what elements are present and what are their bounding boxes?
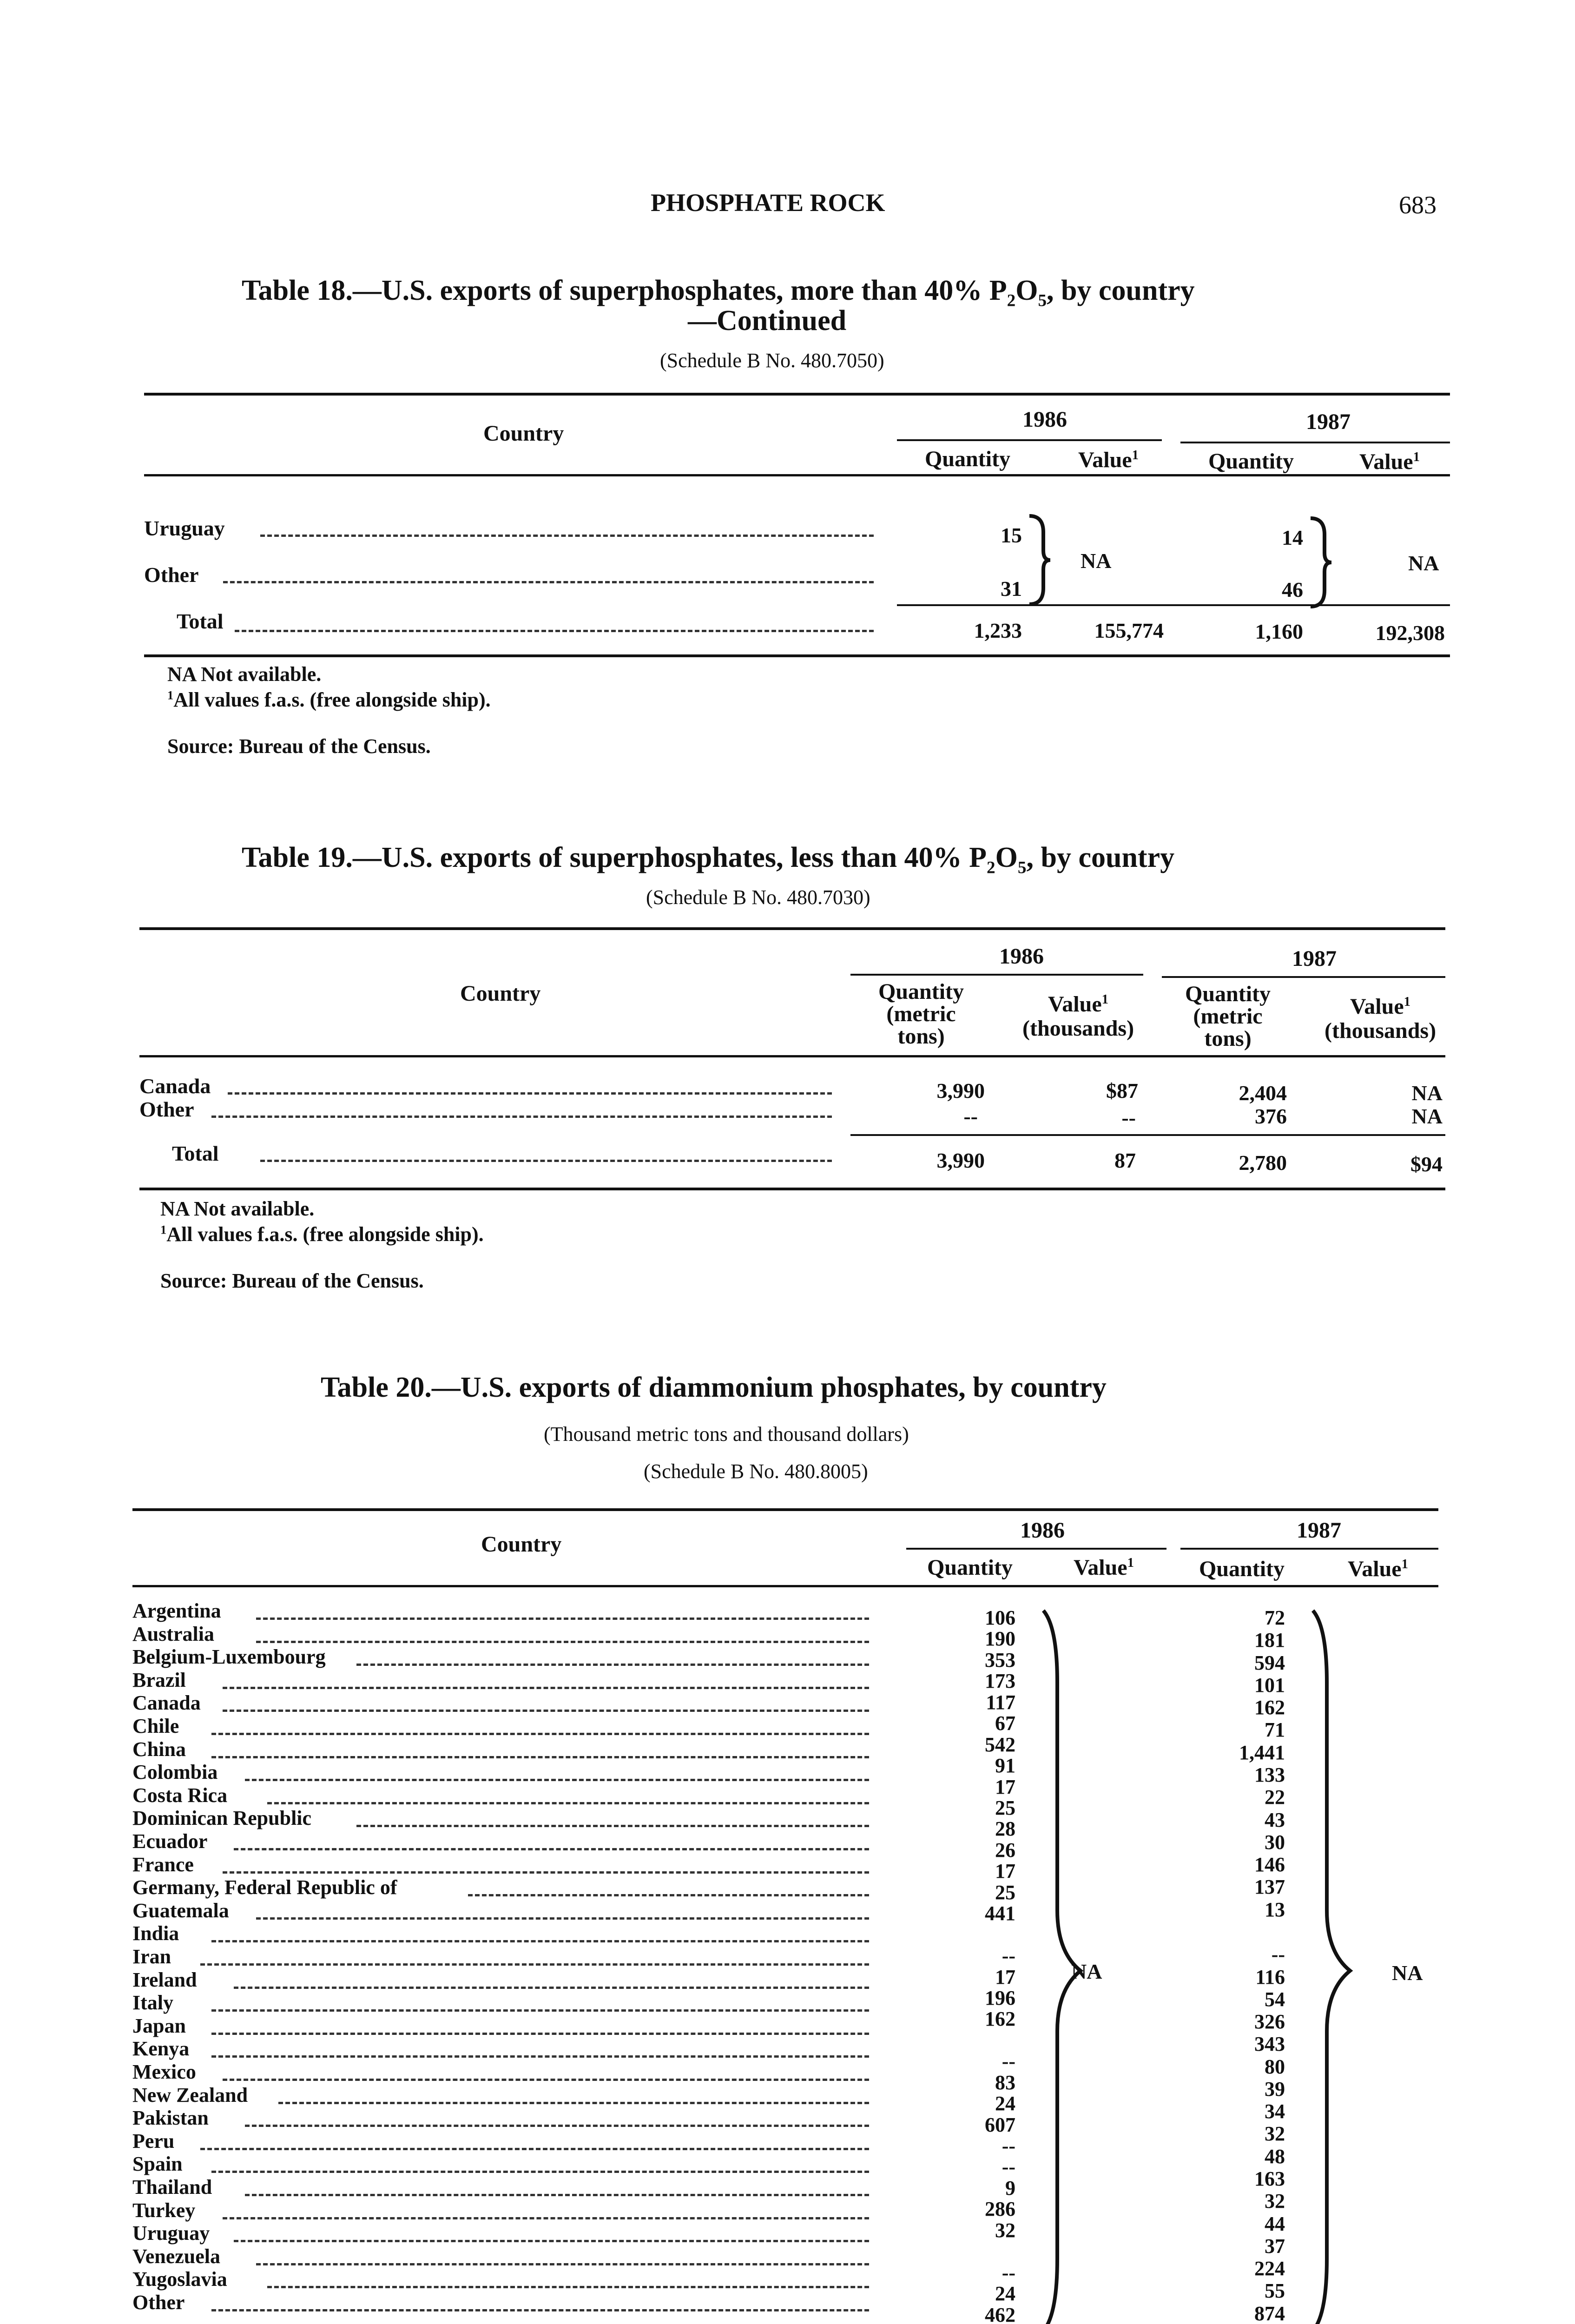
table-20-quantity-value: 44	[1265, 2212, 1285, 2235]
table-20-quantity-value: 181	[1254, 1629, 1285, 1652]
leader-dots	[211, 1733, 869, 1735]
table-19-total-rule	[850, 1134, 1445, 1136]
table-20-quantity-value: 13	[1265, 1898, 1285, 1921]
table-20-country: Argentina	[132, 1599, 221, 1622]
table-20-1986-rule	[906, 1548, 1166, 1550]
leader-dots	[245, 2125, 869, 2127]
table-20-quantity-value: 48	[1265, 2145, 1285, 2168]
table-18-total-v1986: 155,774	[1094, 619, 1164, 642]
table-18-col-quantity-1987: Quantity	[1208, 449, 1294, 474]
table-20-quantity-value: 874	[1254, 2302, 1285, 2324]
leader-dots	[234, 1987, 869, 1989]
table-18-other-q1986: 31	[1001, 577, 1022, 601]
table-20-country: Mexico	[132, 2060, 196, 2083]
table-20-country: Australia	[132, 1622, 214, 1645]
table-20-quantity-value: 80	[1265, 2055, 1285, 2078]
table-18-total-label: Total	[177, 609, 224, 633]
table-20-na-1987: NA	[1392, 1961, 1423, 1985]
table-19-total-q1987: 2,780	[1239, 1151, 1287, 1175]
table-18-uruguay-q1987: 14	[1282, 526, 1303, 549]
table-20-quantity-value: 326	[1254, 2010, 1285, 2034]
table-19-bottom-rule	[139, 1188, 1445, 1190]
table-20-quantity-value: 30	[1265, 1830, 1285, 1854]
table-19-note-na: NA Not available.	[160, 1197, 315, 1220]
table-18-1987-rule	[1180, 442, 1450, 443]
table-20-country: Italy	[132, 1991, 173, 2014]
table-18-col-value-1987: Value$^1$	[1359, 449, 1420, 474]
leader-dots	[228, 1092, 832, 1095]
table-19-col-quantity-1986: Quantity (metric tons)	[878, 979, 964, 1049]
table-20-quantity-value: 163	[1254, 2167, 1285, 2191]
leader-dots	[211, 2033, 869, 2035]
table-18-brace-1986	[1025, 514, 1053, 607]
table-20-country: Colombia	[132, 1761, 218, 1784]
table-20-quantity-value: 91	[995, 1754, 1015, 1777]
table-18-total-q1986: 1,233	[974, 619, 1022, 642]
leader-dots	[245, 2194, 869, 2196]
table-19-row-other: Other	[139, 1097, 194, 1121]
table-20-quantity-value: 22	[1265, 1786, 1285, 1809]
leader-dots	[223, 1710, 869, 1712]
table-20-country: Yugoslavia	[132, 2268, 227, 2291]
table-18-col-quantity-1986: Quantity	[925, 447, 1011, 471]
table-20-units: (Thousand metric tons and thousand dollars)	[544, 1423, 909, 1446]
table-20-quantity-value: --	[1002, 1944, 1015, 1967]
leader-dots	[260, 1160, 832, 1162]
table-20-title: Table 20.—U.S. exports of diammonium phosphates, by country	[321, 1372, 1107, 1403]
table-19-1987-rule	[1162, 976, 1445, 978]
table-18-na-1986: NA	[1081, 549, 1112, 573]
table-20-quantity-value: 37	[1265, 2234, 1285, 2258]
table-20-quantity-value: 462	[985, 2303, 1015, 2324]
table-20-country: Brazil	[132, 1668, 186, 1691]
table-20-quantity-value: 32	[1265, 2190, 1285, 2213]
table-20-quantity-value: 190	[985, 1627, 1015, 1651]
table-19-canada-q1987: 2,404	[1239, 1081, 1287, 1105]
table-19-top-rule	[139, 927, 1445, 930]
table-20-country: Thailand	[132, 2176, 212, 2199]
table-19-year-1986: 1986	[999, 944, 1044, 969]
table-20-quantity-value: 24	[995, 2282, 1015, 2305]
leader-dots	[256, 1618, 869, 1620]
table-20-quantity-value: --	[1002, 2155, 1015, 2179]
table-20-country: Ecuador	[132, 1830, 208, 1853]
table-20-year-1987: 1987	[1297, 1518, 1341, 1543]
leader-dots	[260, 535, 874, 537]
leader-dots	[211, 1940, 869, 1942]
table-20-top-rule	[132, 1508, 1438, 1511]
table-20-country: Kenya	[132, 2037, 190, 2060]
table-18-note-na: NA Not available.	[167, 663, 322, 686]
table-20-country-list	[132, 1599, 885, 2324]
table-20-quantity-value: 353	[985, 1648, 1015, 1671]
table-20-quantity-value: 25	[995, 1796, 1015, 1819]
table-20-col-quantity-1987: Quantity	[1199, 1557, 1285, 1581]
leader-dots	[223, 1871, 869, 1874]
table-20-quantity-value: 117	[986, 1690, 1015, 1714]
table-18-source: Source: Bureau of the Census.	[167, 735, 431, 758]
table-20-quantity-value: 17	[995, 1775, 1015, 1798]
leader-dots	[223, 2079, 869, 2081]
table-18-row-other: Other	[144, 563, 199, 587]
table-20-country: Uruguay	[132, 2222, 210, 2245]
table-19-other-v1986: --	[1121, 1106, 1136, 1129]
table-20-quantity-value: 43	[1265, 1808, 1285, 1831]
leader-dots	[211, 2055, 869, 2058]
table-20-country: Turkey	[132, 2199, 196, 2222]
table-18-year-1987: 1987	[1306, 409, 1351, 434]
table-19-schedule: (Schedule B No. 480.7030)	[646, 886, 870, 909]
table-20-quantity-value: 441	[985, 1902, 1015, 1925]
page-number: 683	[1399, 191, 1437, 219]
leader-dots	[356, 1664, 869, 1666]
table-20-na-1986: NA	[1071, 1960, 1102, 1983]
table-19-row-canada: Canada	[139, 1074, 211, 1098]
table-19-col-value-1986: Value$^1$ (thousands)	[1022, 992, 1134, 1041]
leader-dots	[256, 1917, 869, 1920]
table-20-quantity-value: 594	[1254, 1651, 1285, 1674]
table-20-country: New Zealand	[132, 2083, 248, 2106]
table-20-country: Belgium-Luxembourg	[132, 1645, 326, 1669]
table-19-source: Source: Bureau of the Census.	[160, 1269, 424, 1292]
table-20-quantity-value: 67	[995, 1712, 1015, 1735]
leader-dots	[211, 2309, 869, 2311]
table-20-quantity-value: 32	[995, 2218, 1015, 2242]
table-18-title: Table 18.—U.S. exports of superphosphates, more than 40% $P_2O_5$, by country	[242, 275, 1195, 310]
leader-dots	[245, 1779, 869, 1781]
table-18-total-rule	[897, 604, 1450, 606]
table-19-total-v1987: $94	[1410, 1152, 1443, 1176]
leader-dots	[256, 2263, 869, 2265]
table-20-quantity-value: 162	[1254, 1696, 1285, 1719]
leader-dots	[223, 581, 874, 583]
table-20-quantity-value: 101	[1254, 1673, 1285, 1697]
table-20-quantity-value: 343	[1254, 2033, 1285, 2056]
table-18-col-country: Country	[483, 421, 564, 446]
table-19-title: Table 19.—U.S. exports of superphosphates, less than 40% $P_2O_5$, by country	[242, 842, 1175, 878]
table-20-col-quantity-1986: Quantity	[927, 1555, 1013, 1580]
table-19-total-label: Total	[172, 1142, 219, 1165]
table-20-quantity-value: --	[1002, 2261, 1015, 2284]
leader-dots	[211, 2171, 869, 2173]
table-18-brace-1987	[1306, 516, 1334, 609]
table-20-country: Canada	[132, 1691, 201, 1715]
table-20-quantity-value: 39	[1265, 2077, 1285, 2100]
table-20-quantity-value: --	[1002, 2134, 1015, 2158]
table-20-year-1986: 1986	[1020, 1518, 1065, 1543]
table-20-quantity-value: 196	[985, 1986, 1015, 2009]
table-20-quantity-value: 106	[985, 1606, 1015, 1629]
table-20-header-rule	[132, 1585, 1438, 1587]
table-20-country: Other	[132, 2291, 185, 2314]
table-20-country: Spain	[132, 2152, 183, 2176]
table-20-country: Peru	[132, 2129, 175, 2152]
table-18-total-v1987: 192,308	[1375, 621, 1445, 645]
table-20-col-value-1986: Value$^1$	[1074, 1555, 1134, 1580]
table-20-quantity-value: 71	[1265, 1718, 1285, 1742]
table-20-country: Guatemala	[132, 1899, 229, 1922]
table-18-total-q1987: 1,160	[1255, 620, 1303, 643]
table-20-quantity-value: 1,441	[1239, 1741, 1285, 1764]
table-20-country: Dominican Republic	[132, 1807, 312, 1830]
table-20-country: Japan	[132, 2014, 186, 2037]
leader-dots	[211, 2009, 869, 2012]
table-19-canada-q1986: 3,990	[936, 1079, 985, 1103]
leader-dots	[223, 2217, 869, 2219]
table-19-header-rule	[139, 1055, 1445, 1057]
table-19-canada-v1987: NA	[1411, 1081, 1443, 1105]
table-20-country: Venezuela	[132, 2245, 221, 2268]
leader-dots	[211, 1756, 869, 1758]
table-19-other-q1986: --	[963, 1104, 978, 1128]
table-20-quantity-value: 83	[995, 2071, 1015, 2094]
table-20-quantity-1986-column	[883, 1606, 1015, 2324]
table-18-1986-rule	[897, 439, 1162, 441]
table-20-quantity-value: 54	[1265, 1987, 1285, 2011]
leader-dots	[235, 630, 874, 632]
table-18-col-value-1986: Value$^1$	[1078, 448, 1139, 472]
table-18-header-rule	[144, 474, 1450, 476]
leader-dots	[267, 1802, 869, 1804]
table-20-quantity-value: 55	[1265, 2279, 1285, 2303]
table-20-quantity-1987-column	[1153, 1606, 1285, 2324]
table-20-quantity-value: --	[1271, 1943, 1285, 1966]
table-20-quantity-value: 607	[985, 2113, 1015, 2136]
table-20-quantity-value: 133	[1254, 1763, 1285, 1786]
leader-dots	[223, 1687, 869, 1689]
table-20-quantity-value: 17	[995, 1965, 1015, 1988]
table-20-col-country: Country	[481, 1532, 562, 1557]
leader-dots	[234, 2240, 869, 2242]
leader-dots	[468, 1894, 869, 1896]
table-20-country: India	[132, 1922, 179, 1945]
table-20-quantity-value: 72	[1265, 1606, 1285, 1629]
table-20-country: Costa Rica	[132, 1783, 228, 1807]
table-20-1987-rule	[1180, 1548, 1438, 1550]
table-20-country: Ireland	[132, 1968, 197, 1991]
table-20-quantity-value: 25	[995, 1881, 1015, 1904]
leader-dots	[200, 2148, 869, 2150]
table-20-quantity-value: 116	[1255, 1965, 1285, 1988]
leader-dots	[267, 2286, 869, 2288]
table-20-quantity-value: 26	[995, 1838, 1015, 1862]
table-18-bottom-rule	[144, 654, 1450, 657]
table-18-title-continued: —Continued	[688, 305, 847, 337]
table-20-quantity-value: 32	[1265, 2122, 1285, 2146]
table-20-country: Germany, Federal Republic of	[132, 1876, 397, 1899]
table-19-year-1987: 1987	[1292, 946, 1337, 971]
leader-dots	[211, 1116, 832, 1118]
leader-dots	[234, 1848, 869, 1850]
table-20-quantity-value: 542	[985, 1733, 1015, 1756]
table-19-1986-rule	[850, 974, 1143, 976]
table-18-na-1987: NA	[1408, 551, 1439, 575]
table-20-country: Chile	[132, 1715, 179, 1737]
table-20-country: Iran	[132, 1945, 171, 1968]
leader-dots	[356, 1825, 869, 1827]
table-18-top-rule	[144, 393, 1450, 396]
table-18-year-1986: 1986	[1022, 407, 1067, 432]
table-20-quantity-value: 146	[1254, 1853, 1285, 1876]
table-20-quantity-value: 162	[985, 2007, 1015, 2031]
table-20-country: France	[132, 1853, 194, 1876]
table-20-quantity-value: --	[1002, 2050, 1015, 2073]
table-19-col-value-1987: Value$^1$ (thousands)	[1325, 994, 1437, 1043]
table-19-other-q1987: 376	[1255, 1104, 1287, 1128]
table-19-total-q1986: 3,990	[936, 1149, 985, 1172]
table-20-quantity-value: 9	[1005, 2176, 1015, 2199]
table-20-quantity-value: 24	[995, 2092, 1015, 2115]
table-20-quantity-value: 34	[1265, 2100, 1285, 2123]
table-19-other-v1987: NA	[1411, 1104, 1443, 1128]
table-20-quantity-value: 137	[1254, 1875, 1285, 1899]
leader-dots	[200, 1963, 869, 1966]
table-18-row-uruguay: Uruguay	[144, 516, 225, 540]
table-20-country: Pakistan	[132, 2106, 209, 2130]
table-19-col-quantity-1987: Quantity (metric tons)	[1185, 982, 1271, 1051]
leader-dots	[256, 1641, 869, 1643]
table-18-uruguay-q1986: 15	[1001, 523, 1022, 547]
table-20-country: China	[132, 1737, 186, 1761]
running-head: PHOSPHATE ROCK	[651, 189, 885, 217]
table-20-quantity-value: 173	[985, 1670, 1015, 1693]
table-18-schedule: (Schedule B No. 480.7050)	[660, 349, 884, 372]
table-20-quantity-value: 224	[1254, 2257, 1285, 2280]
table-20-quantity-value: 286	[985, 2198, 1015, 2221]
table-19-col-country: Country	[460, 981, 541, 1006]
table-19-note-fas: $^1$All values f.a.s. (free alongside ship).	[160, 1222, 484, 1246]
table-20-schedule: (Schedule B No. 480.8005)	[644, 1460, 868, 1483]
table-18-note-fas: $^1$All values f.a.s. (free alongside ship).	[167, 688, 491, 711]
table-18-other-q1987: 46	[1282, 578, 1303, 601]
table-20-quantity-value: 28	[995, 1817, 1015, 1841]
table-20-quantity-value: 17	[995, 1860, 1015, 1883]
leader-dots	[278, 2102, 869, 2104]
table-20-col-value-1987: Value$^1$	[1348, 1557, 1408, 1581]
table-19-canada-v1986: $87	[1106, 1079, 1138, 1103]
table-20-brace-1987	[1308, 1608, 1359, 2324]
table-19-total-v1986: 87	[1114, 1149, 1136, 1172]
